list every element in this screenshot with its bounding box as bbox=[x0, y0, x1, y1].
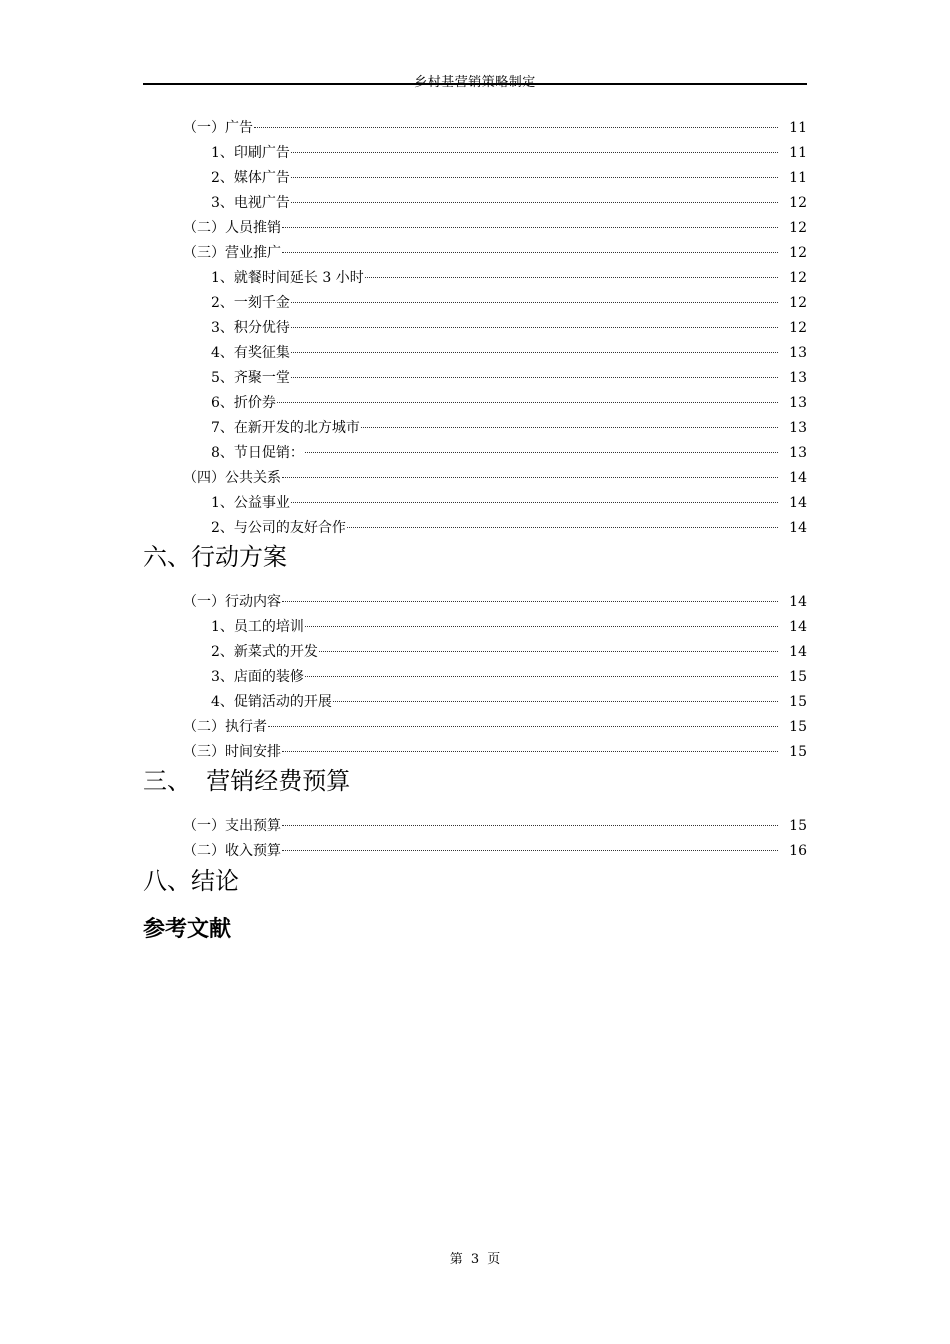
toc-section-heading[interactable]: 八、结论 bbox=[143, 867, 239, 895]
dot-leader bbox=[282, 227, 778, 228]
dot-leader bbox=[291, 302, 778, 303]
dot-leader bbox=[291, 327, 778, 328]
toc-label: （一）行动内容 bbox=[183, 594, 281, 610]
toc-entry[interactable] bbox=[211, 343, 807, 363]
toc-label: 5、齐聚一堂 bbox=[211, 370, 290, 386]
toc-page: 12 bbox=[789, 245, 807, 261]
toc-entry[interactable] bbox=[211, 268, 807, 288]
dot-leader bbox=[347, 527, 778, 528]
toc-label: 7、在新开发的北方城市 bbox=[211, 420, 360, 436]
toc-page: 15 bbox=[789, 719, 807, 735]
toc-page: 13 bbox=[789, 420, 807, 436]
toc-entry[interactable] bbox=[211, 642, 807, 662]
toc-label: 4、促销活动的开展 bbox=[211, 694, 332, 710]
toc-entry[interactable] bbox=[211, 617, 807, 637]
toc-entry[interactable] bbox=[183, 841, 807, 861]
toc-page: 16 bbox=[789, 843, 807, 859]
dot-leader bbox=[305, 676, 778, 677]
toc-entry[interactable] bbox=[211, 493, 807, 513]
toc-page: 12 bbox=[789, 220, 807, 236]
toc-label: （一）支出预算 bbox=[183, 818, 281, 834]
toc-page: 14 bbox=[789, 495, 807, 511]
toc-page: 12 bbox=[789, 295, 807, 311]
toc-label: 8、节日促销： bbox=[211, 445, 304, 461]
toc-page: 15 bbox=[789, 694, 807, 710]
toc-entry[interactable] bbox=[183, 218, 807, 238]
toc-label: （四）公共关系 bbox=[183, 470, 281, 486]
toc-section-heading[interactable]: 六、行动方案 bbox=[143, 543, 287, 571]
dot-leader bbox=[291, 202, 778, 203]
toc-label: 1、印刷广告 bbox=[211, 145, 290, 161]
dot-leader bbox=[291, 352, 778, 353]
toc-label: （二）执行者 bbox=[183, 719, 267, 735]
toc-label: （二）收入预算 bbox=[183, 843, 281, 859]
toc-entry[interactable] bbox=[211, 193, 807, 213]
toc-page: 14 bbox=[789, 644, 807, 660]
toc-page: 15 bbox=[789, 744, 807, 760]
dot-leader bbox=[282, 477, 778, 478]
toc-label: 4、有奖征集 bbox=[211, 345, 290, 361]
toc-page: 14 bbox=[789, 470, 807, 486]
dot-leader bbox=[291, 502, 778, 503]
dot-leader bbox=[282, 601, 778, 602]
toc-entry[interactable] bbox=[183, 118, 807, 138]
toc-page: 13 bbox=[789, 370, 807, 386]
toc-label: 3、积分优待 bbox=[211, 320, 290, 336]
toc-label: 1、公益事业 bbox=[211, 495, 290, 511]
dot-leader bbox=[254, 127, 778, 128]
toc-entry[interactable] bbox=[183, 816, 807, 836]
toc-entry[interactable] bbox=[211, 518, 807, 538]
toc-entry[interactable] bbox=[183, 592, 807, 612]
toc-entry[interactable] bbox=[211, 318, 807, 338]
dot-leader bbox=[282, 252, 778, 253]
toc-page: 11 bbox=[789, 120, 807, 136]
toc-entry[interactable] bbox=[211, 368, 807, 388]
toc-entry[interactable] bbox=[183, 717, 807, 737]
dot-leader bbox=[361, 427, 778, 428]
toc-label: 3、店面的装修 bbox=[211, 669, 304, 685]
toc-page: 12 bbox=[789, 270, 807, 286]
toc-entry[interactable] bbox=[211, 293, 807, 313]
toc-label: 2、与公司的友好合作 bbox=[211, 520, 346, 536]
toc-entry[interactable] bbox=[211, 143, 807, 163]
dot-leader bbox=[305, 452, 778, 453]
dot-leader bbox=[291, 377, 778, 378]
toc-label: （一）广告 bbox=[183, 120, 253, 136]
toc-page: 13 bbox=[789, 395, 807, 411]
dot-leader bbox=[282, 825, 778, 826]
toc-label: （二）人员推销 bbox=[183, 220, 281, 236]
toc-page: 15 bbox=[789, 669, 807, 685]
toc-entry[interactable] bbox=[211, 168, 807, 188]
toc-page: 14 bbox=[789, 520, 807, 536]
toc-label: 3、电视广告 bbox=[211, 195, 290, 211]
toc-label: 6、折价券 bbox=[211, 395, 276, 411]
toc-page: 13 bbox=[789, 445, 807, 461]
toc-page: 12 bbox=[789, 195, 807, 211]
toc-entry[interactable] bbox=[211, 692, 807, 712]
dot-leader bbox=[319, 651, 778, 652]
toc-entry[interactable] bbox=[211, 443, 807, 463]
dot-leader bbox=[277, 402, 778, 403]
toc-label: （三）时间安排 bbox=[183, 744, 281, 760]
toc-label: 2、一刻千金 bbox=[211, 295, 290, 311]
toc-entry[interactable] bbox=[211, 393, 807, 413]
running-header bbox=[0, 71, 950, 90]
toc-page: 11 bbox=[789, 145, 807, 161]
dot-leader bbox=[365, 277, 778, 278]
toc-section-heading[interactable]: 参考文献 bbox=[143, 917, 232, 942]
toc-page: 12 bbox=[789, 320, 807, 336]
dot-leader bbox=[333, 701, 778, 702]
toc-page: 13 bbox=[789, 345, 807, 361]
toc-entry[interactable] bbox=[211, 418, 807, 438]
toc-page: 15 bbox=[789, 818, 807, 834]
toc-label: （三）营业推广 bbox=[183, 245, 281, 261]
dot-leader bbox=[282, 751, 778, 752]
toc-entry[interactable] bbox=[183, 468, 807, 488]
header-rule bbox=[143, 83, 807, 85]
dot-leader bbox=[291, 152, 778, 153]
toc-entry[interactable] bbox=[211, 667, 807, 687]
dot-leader bbox=[305, 626, 778, 627]
page-number: 第 3 页 bbox=[449, 1252, 501, 1267]
toc-label: 2、新菜式的开发 bbox=[211, 644, 318, 660]
toc-section-heading[interactable]: 三、 营销经费预算 bbox=[143, 767, 351, 795]
toc-entry[interactable] bbox=[183, 742, 807, 762]
toc-page: 14 bbox=[789, 619, 807, 635]
toc-entry[interactable] bbox=[183, 243, 807, 263]
toc-page: 11 bbox=[789, 170, 807, 186]
toc-label: 1、就餐时间延长 3 小时 bbox=[211, 270, 364, 286]
dot-leader bbox=[291, 177, 778, 178]
toc-page: 14 bbox=[789, 594, 807, 610]
dot-leader bbox=[282, 850, 778, 851]
toc-label: 1、员工的培训 bbox=[211, 619, 304, 635]
toc-label: 2、媒体广告 bbox=[211, 170, 290, 186]
dot-leader bbox=[268, 726, 778, 727]
